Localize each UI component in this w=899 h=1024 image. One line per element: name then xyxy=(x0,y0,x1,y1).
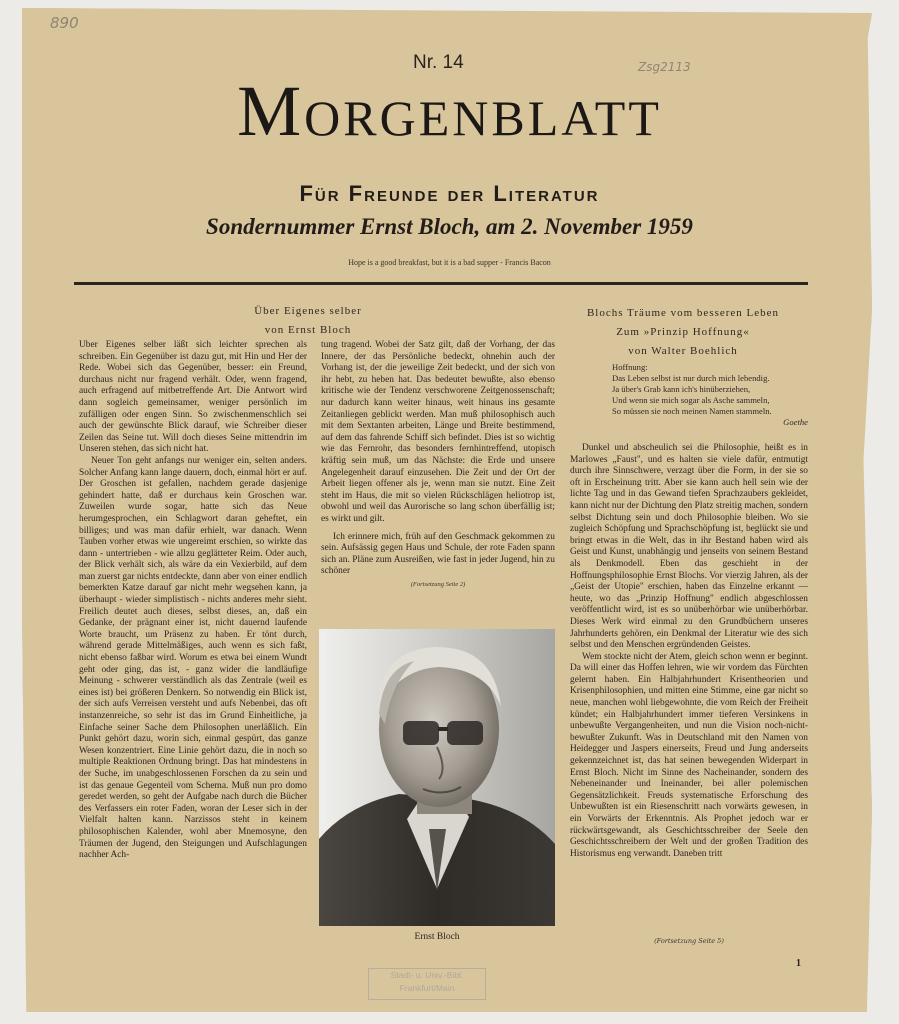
library-stamp xyxy=(368,968,486,1000)
article2-title: Blochs Träume vom besseren Leben xyxy=(586,307,780,319)
article2-subtitle: Zum »Prinzip Hoffnung« xyxy=(616,326,750,338)
article1-paragraph: Über Eigenes selber läßt sich leichter sprechen als schreiben. Ein Gegenüber ist dazu gut, mit Hin und Her der Rede. Wobei sich das Gegenüber, besser: ein Freund, durchaus nicht nur fragend verhält. Oder, wenn fragend, auch erfragend auf mitbetreffende Art. Die Antwort wird dann sogleich gemeinsamer, weniger persönlich im zufälligen oder engen Sinn. So zwischenmenschlich sei auch der gewünschte Blick darauf, wie Schreiber dieser Zeilen das Seine tut. Will doch dieses Seine mittendrin im Unseren stehen, das sich nicht hat. xyxy=(79,340,307,455)
stamp-line: Stadt- u. Univ.-Bibl. xyxy=(390,970,464,980)
poem-title: Hoffnung: xyxy=(612,362,648,372)
article1-column2 xyxy=(321,340,555,628)
article1-heading xyxy=(188,302,428,340)
page-number: 1 xyxy=(796,958,801,969)
article2-continued-note: (Fortsetzung Seite 5) xyxy=(654,937,724,945)
article2-heading xyxy=(568,304,798,361)
special-edition-line: Sondernummer Ernst Bloch, am 2. November 1959 xyxy=(206,214,693,239)
article2-byline: von Walter Boehlich xyxy=(628,345,738,357)
archive-pencil-number: 890 xyxy=(50,14,79,32)
article2-column xyxy=(570,443,808,943)
poem-line: Das Leben selbst ist nur durch mich lebendig. xyxy=(612,373,770,383)
article1-paragraph: tung tragend. Wobei der Satz gilt, daß der Vorhang, der das Innere, der das Persönliche bedeckt, ohnehin auch der Vorhang ist, der die jeweilige Zeit bedeckt, und der sich von ihr hebt, zu heben hat. Das bedeutet bewußte, also ebenso kritische wie der Tendenz verschworene Zeitgenossenschaft; nur dadurch kann weiter hinaus, weit hinaus ins gesamte Zeitanliegen geblickt werden. Man muß philosophisch auch mit dem Sextanten arbeiten, Länge und Breite bestimmend, auf dem das fahrende Schiff sich befindet. Dies ist so wichtig wie das Fernrohr, das besonders fernhintreffend, utopisch kräftig sein muß, um das Nächste: die Erde und unsere Angelegenheit darauf einzusehen. Die Zeit und der Ort der Arbeit liegen offener als je, wenn man sie nutzt. Eine Zeit steht im Haus, die mit so vielen Rückschlägen heliotrop ist, obwohl und weil das Aurorische so lang schon überfällig ist; es wirkt und gilt. xyxy=(321,340,555,524)
stamp-line: Frankfurt/Main xyxy=(399,983,455,993)
article1-paragraph: Neuer Ton geht anfangs nur weniger ein, selten anders. Solcher Anfang kann lange dauern, doch, einmal hört er auf. Der Groschen ist gefallen, nachdem gerade dasjenige gehindert hatte, daß er durchaus kein Groschen war. Zuweilen wurde sogar, hatte sich das Neue herumgesprochen, ein Schlagwort daran geheftet, ein billiges; und was man dafür erhielt, war danach. Wenn Tauben vorher etwas wie ungereimt erschien, so wirkte das dann - untertrieben - wie allzu geglätteter Reim. Oder auch, der Blick verhält sich, als wäre da ein Vexierbild, auf dem man zuerst gar nichts entdeckte, dann aber von einer endlich bemerkten Katze darauf gar nicht mehr wegsehen kann, ja überhaupt - wieder simplistisch - nichts anderes mehr sieht. Freilich deutet auch dieses, selbst dieses, an, daß ein Gedanke, der prägnant einer ist, nicht dauernd laufende Worte braucht, um Präsenz zu haben. Er tönt durch, während gerade Mittelmäßiges, auch wenn es sich faßt, nicht ebenso faßbar wird. Worum es etwa bei einem Wundt geht oder ging, das ist, - ganz wider die landläufige Meinung - schwerer verständlich als das Zentrale (weil es eines ist) bei größeren Denkern. So notwendig ein Blick ist, der sich aufs Verreisen versteht und aufs Nebenbei, das oft instanzenreiche, so sehr ist das im Grund Einheitliche, ja Einfache seiner Sache dem Philosophen unerläßlich. Ein Punkt gehört dazu, worin sich, einmal gespürt, das ganze Wesen konzentriert. Eine Linie gehört dazu, die in noch so multiple Reaktionen Ordnung bringt. Das hat mindestens in der Suche, im unabgeschlossenen Forschen da zu sein und ist das genaue Gegenteil vom Schema. Muß nun pro domo geredet werden, so geht der Aufgabe nach durch die Bücher des Verfassers ein roter Faden, woran der Leser sich in der Vielfalt halten kann. Narzissos steht in keinem philosophischen Kalender, wohl aber Mnemosyne, den Träumen der Jugend, den Steigungen und Aufschlagungen nachher Ach- xyxy=(79,455,307,861)
goethe-epigraph xyxy=(612,362,808,428)
article2-paragraph: Wem stockte nicht der Atem, gleich schon wenn er beginnt. Da will einer das Hoffen lehren, wie wir vordem das Fürchten gelernt haben. Ein Halbjahrhundert Krisentheorien und Krisenphilosophien, und mitten eine Stimme, eine gar nicht so neue, manchen wohl liebgewohnte, die vom Reich der Freiheit kündet; ein Halbjahrhundert immer tieferen Versinkens in unbewußte Vergangenheiten, und nun die Vision noch-nicht-bewußter Zukunft. Was in Deutschland mit den Namen von Heidegger und Jaspers einerseits, Freud und Jung anderseits gekennzeichnet ist, das hat seinen bewegenden Widerpart in Ernst Bloch. Nicht im Sinne des Nacheinander, sondern des Nebeneinander und Ineinander, bei aller polemischen Gegensätzlichkeit. Freuds systematische Erforschung des Unbewußten ist ein Riesenschritt nach vorwärts gewesen, in ein Vorwärts der Erkenntnis. Als Prophet jedoch war er rückwärtsgewandt, als Geschichtsschreiber der Seele den Geschichtsschreibern der Welt und der großen Tradition des Historismus eng verwandt. Daneben tritt xyxy=(570,651,808,859)
masthead-subtitle: Für Freunde der Literatur xyxy=(299,181,600,206)
article1-paragraph: Ich erinnere mich, früh auf den Geschmack gekommen zu sein. Aufsässig gegen Haus und Schule, der rote Faden spann sich an. Pläne zum Ausreißen, wie fast in jeder Jugend, hin zu schöner xyxy=(321,531,555,577)
motto: Hope is a good breakfast, but it is a bad supper - Francis Bacon xyxy=(348,258,551,267)
masthead-title: Morgenblatt xyxy=(237,71,662,151)
article2-paragraph: Dunkel und abscheulich sei die Philosophie, heißt es in Marlowes „Faust", und es halten sie viele dafür, entmutigt durch ihre Sinnschwere, verzagt über die Form, in der sie so oft in Erscheinung tritt. Aber sie kann auch hell sein wie der lichte Tag und in das Gewand tiefen Sprachzaubers gekleidet, kann nicht nur der Dichtung den Platz streitig machen, sondern selbst Dichtung sein und doch Philosophie bleiben. Wo sie zugleich Schöpfung und Sprachschöpfung ist, beglückt sie und bringt etwas in die Welt, das in ihr Bestand haben wird als Geist und Kunst, unabhängig und jenseits von seinem Bestand als Denkmodell. Eben das geschieht in der Hoffnungsphilosophie Ernst Blochs. Vor vierzig Jahren, als der „Geist der Utopie" erschien, haben das Einzelne erkannt — heute, wo das „Prinzip Hoffnung" endlich abgeschlossen veröffentlicht wird, ist es so unüberhörbar wie unüberhörbar. Dieses Werk wird einmal zu den Grundbüchern unseres Jahrhunderts gehören, ein Denkmal der Literatur wie des sich selbst und den Menschen ergründenden Geistes. xyxy=(570,443,808,651)
poem-line: So müssen sie noch meinen Namen stammeln. xyxy=(612,406,772,416)
portrait-photo-image xyxy=(319,629,555,926)
masthead-rule xyxy=(74,282,808,285)
article1-byline: von Ernst Bloch xyxy=(264,324,352,336)
article1-continued-note: (Fortsetzung Seite 2) xyxy=(410,580,466,588)
portrait-photo xyxy=(319,629,555,926)
poem-author: Goethe xyxy=(783,417,808,427)
archive-signature: Zsg2113 xyxy=(638,60,691,74)
photo-caption: Ernst Bloch xyxy=(414,932,460,942)
poem-line: Und wenn sie mich sogar als Asche sammeln, xyxy=(612,395,770,405)
poem-line: Ja über's Grab kann ich's hinüberziehen, xyxy=(612,384,751,394)
article1-title: Über Eigenes selber xyxy=(254,305,362,317)
issue-number: Nr. 14 xyxy=(413,52,464,73)
article1-column1 xyxy=(79,340,307,948)
